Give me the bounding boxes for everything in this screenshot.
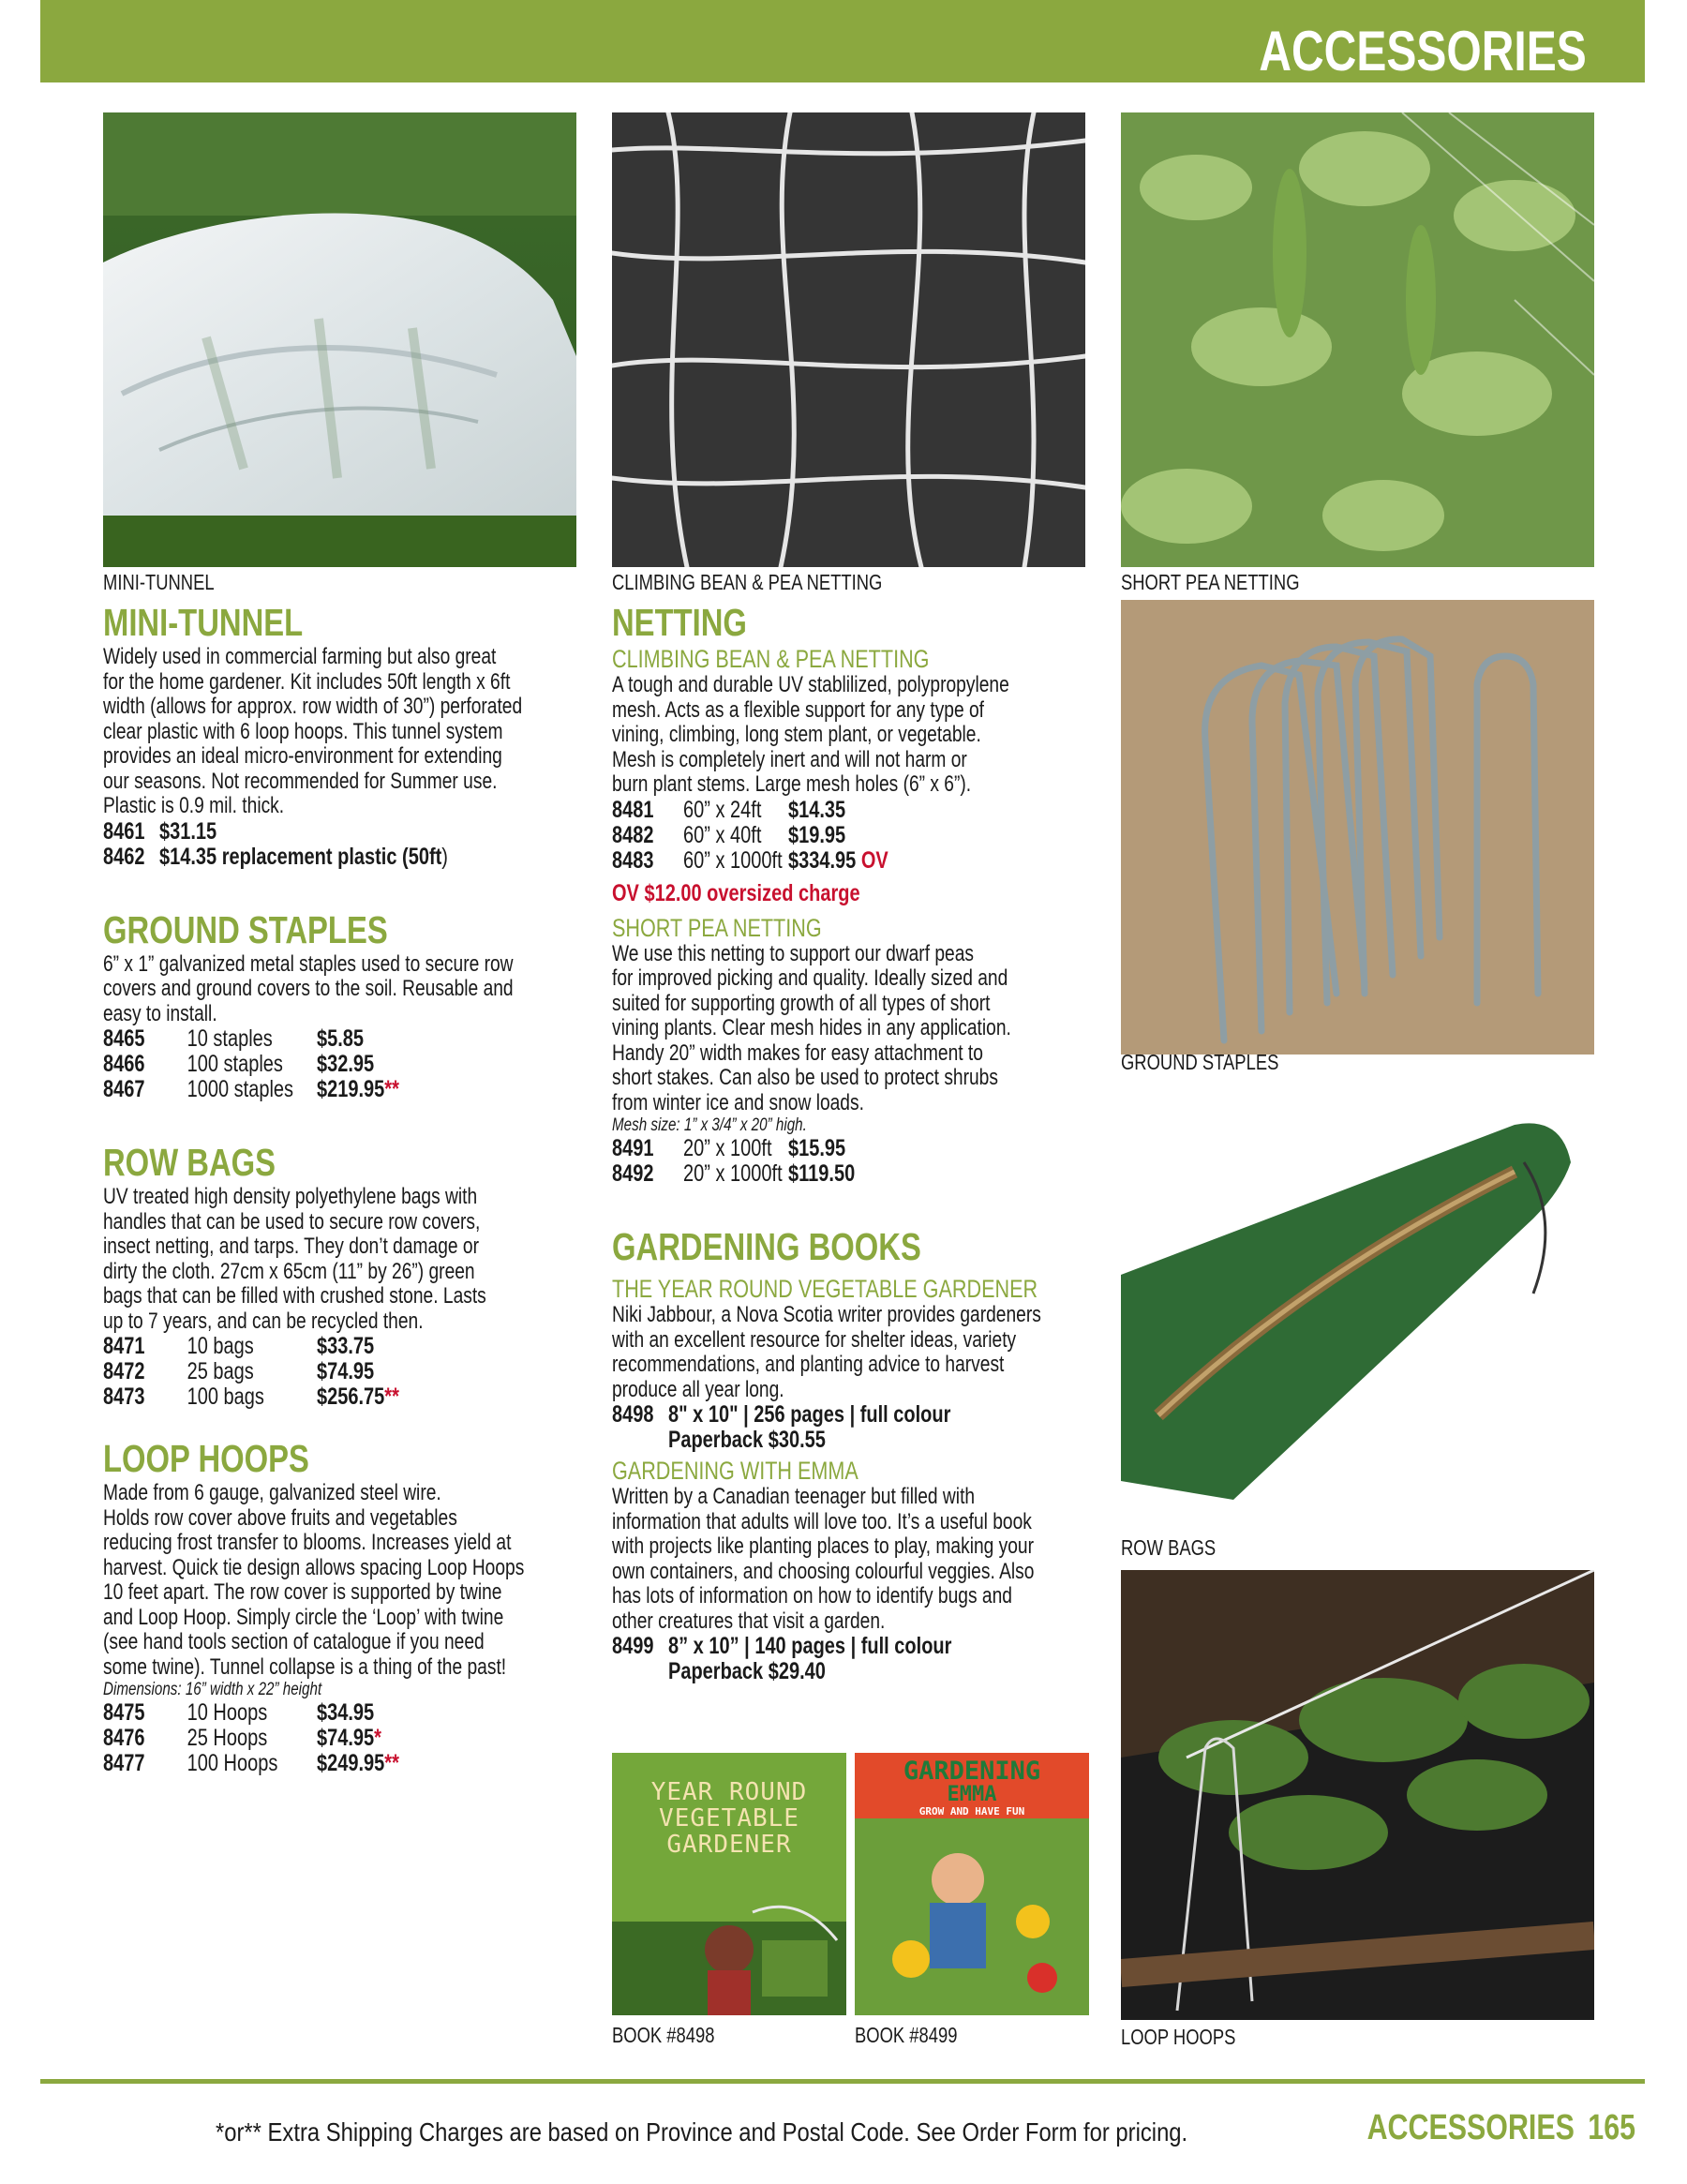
price-value: $249.95 bbox=[317, 1750, 385, 1776]
footer-section-name: ACCESSORIES bbox=[1366, 2108, 1575, 2147]
book-cover-8498 bbox=[612, 1753, 846, 2015]
page-number: 165 bbox=[1588, 2108, 1635, 2147]
price: Paperback $30.55 bbox=[668, 1427, 826, 1453]
sku: 8465 bbox=[103, 1025, 145, 1052]
caption-climbing-netting: CLIMBING BEAN & PEA NETTING bbox=[612, 570, 883, 594]
book-cover-8499 bbox=[855, 1753, 1089, 2015]
sku: 8492 bbox=[612, 1160, 654, 1187]
desc-line: vining, climbing, long stem plant, or vegetable. bbox=[612, 722, 981, 747]
desc-line: (see hand tools section of catalogue if you need bbox=[103, 1629, 485, 1654]
desc-line: for the home gardener. Kit includes 50ft length x 6ft bbox=[103, 668, 511, 695]
loop-hoops-dimensions: Dimensions: 16” width x 22” height bbox=[103, 1680, 322, 1699]
desc-line: Made from 6 gauge, galvanized steel wire. bbox=[103, 1480, 441, 1505]
desc-line: vining plants. Clear mesh hides in any application. bbox=[612, 1015, 1011, 1040]
desc-line: provides an ideal micro-environment for extending bbox=[103, 743, 502, 769]
desc-line: Mesh is completely inert and will not harm or bbox=[612, 746, 967, 772]
product-row bbox=[612, 848, 1092, 874]
row-bags-section bbox=[103, 1140, 583, 1410]
desc-line: burn plant stems. Large mesh holes (6” x 6”). bbox=[612, 771, 972, 797]
desc-line: Widely used in commercial farming but also great bbox=[103, 644, 497, 669]
sku: 8498 bbox=[612, 1401, 654, 1428]
price bbox=[317, 1751, 399, 1776]
product-row bbox=[103, 1052, 583, 1077]
desc-line: short stakes. Can also be used to protect shrubs bbox=[612, 1065, 998, 1090]
desc-line: some twine). Tunnel collapse is a thing of the past! bbox=[103, 1653, 507, 1680]
ground-staples-section bbox=[103, 907, 583, 1103]
book-spec: 8” x 10” | 140 pages | full colour bbox=[668, 1633, 952, 1659]
loop-hoops-desc bbox=[103, 1481, 583, 1680]
row-bags-desc bbox=[103, 1185, 583, 1334]
price: $34.95 bbox=[317, 1699, 375, 1726]
sku: 8499 bbox=[612, 1633, 654, 1659]
product-row bbox=[103, 1026, 583, 1052]
desc-line: other creatures that visit a garden. bbox=[612, 1608, 886, 1634]
desc-line: easy to install. bbox=[103, 1000, 217, 1026]
mini-tunnel-desc bbox=[103, 645, 583, 819]
desc-line: our seasons. Not recommended for Summer use. bbox=[103, 768, 498, 794]
price: $119.50 bbox=[788, 1160, 856, 1187]
caption-short-pea-netting: SHORT PEA NETTING bbox=[1121, 570, 1300, 594]
book-spec: 8" x 10" | 256 pages | full colour bbox=[668, 1401, 951, 1428]
mini-tunnel-title: MINI-TUNNEL bbox=[103, 601, 304, 644]
short-pea-netting-photo bbox=[1121, 112, 1594, 567]
sku: 8471 bbox=[103, 1333, 145, 1359]
product-row bbox=[612, 1634, 1092, 1659]
loop-hoops-title: LOOP HOOPS bbox=[103, 1437, 309, 1480]
price: $5.85 bbox=[317, 1025, 365, 1052]
desc-line: for improved picking and quality. Ideally sized and bbox=[612, 965, 1008, 991]
qty: 10 bags bbox=[187, 1333, 254, 1359]
desc-line: bags that can be filled with crushed stone. Lasts bbox=[103, 1283, 486, 1309]
desc-line: A tough and durable UV stablilized, polypropylene bbox=[612, 672, 1009, 697]
price: $33.75 bbox=[317, 1333, 375, 1359]
product-row bbox=[103, 1384, 583, 1410]
desc-line: clear plastic with 6 loop hoops. This tunnel system bbox=[103, 718, 503, 744]
row-bags-photo bbox=[1121, 1106, 1594, 1518]
desc-line: information that adults will love too. It’s a useful book bbox=[612, 1508, 1032, 1534]
price-value: $256.75 bbox=[317, 1384, 385, 1410]
desc-line: and Loop Hoop. Simply circle the ‘Loop’ with twine bbox=[103, 1604, 504, 1630]
desc-line: recommendations, and planting advice to harvest bbox=[612, 1352, 1005, 1377]
product-row bbox=[612, 1402, 1092, 1428]
sku: 8462 bbox=[103, 843, 145, 870]
sku: 8475 bbox=[103, 1699, 145, 1726]
shipping-footnote: *or** Extra Shipping Charges are based on Province and Postal Code. See Order Form for pricing. bbox=[216, 2117, 1188, 2147]
book2-subtitle: GARDENING WITH EMMA bbox=[612, 1457, 858, 1485]
desc-line: 10 feet apart. The row cover is supported by twine bbox=[103, 1579, 502, 1605]
qty: 25 bags bbox=[187, 1358, 254, 1384]
short-pea-subtitle: SHORT PEA NETTING bbox=[612, 913, 822, 942]
price: $14.35 bbox=[788, 796, 846, 823]
mini-tunnel-section bbox=[103, 600, 583, 870]
price-value: $219.95 bbox=[317, 1076, 385, 1102]
qty: 1000 staples bbox=[187, 1076, 294, 1102]
qty: 10 staples bbox=[187, 1025, 273, 1052]
loop-hoops-photo bbox=[1121, 1570, 1594, 2020]
qty: 100 staples bbox=[187, 1051, 283, 1077]
netting-title: NETTING bbox=[612, 601, 747, 644]
desc-line: covers and ground covers to the soil. Reusable and bbox=[103, 976, 514, 1001]
desc-line: Niki Jabbour, a Nova Scotia writer provides gardeners bbox=[612, 1302, 1041, 1327]
product-row bbox=[103, 1726, 583, 1751]
price-value: $334.95 bbox=[788, 846, 857, 874]
price: $31.15 bbox=[159, 817, 217, 845]
caption-loop-hoops: LOOP HOOPS bbox=[1121, 2025, 1236, 2049]
cover-subtitle: GROW AND HAVE FUN bbox=[918, 1805, 1025, 1818]
sku: 8466 bbox=[103, 1051, 145, 1077]
desc-line: Handy 20” width makes for easy attachment to bbox=[612, 1040, 983, 1066]
netting-section bbox=[612, 600, 1092, 1187]
desc-line: with projects like planting places to play, making your bbox=[612, 1533, 1034, 1559]
shipping-mark: ** bbox=[384, 1384, 399, 1410]
price-tail: ) bbox=[441, 843, 448, 870]
desc-line: produce all year long. bbox=[612, 1376, 784, 1402]
price bbox=[317, 1726, 381, 1751]
price: $15.95 bbox=[788, 1135, 846, 1161]
price bbox=[159, 845, 448, 870]
desc-line: harvest. Quick tie design allows spacing Loop Hoops bbox=[103, 1554, 525, 1580]
cover-title-line: EMMA bbox=[947, 1783, 997, 1806]
desc-line: dirty the cloth. 27cm x 65cm (11” by 26”) green bbox=[103, 1258, 475, 1284]
sku: 8477 bbox=[103, 1750, 145, 1776]
qty: 25 Hoops bbox=[187, 1725, 268, 1751]
sku: 8473 bbox=[103, 1384, 145, 1410]
sku: 8491 bbox=[612, 1135, 654, 1161]
price: $19.95 bbox=[788, 821, 846, 848]
desc-line: with an excellent resource for shelter ideas, variety bbox=[612, 1326, 1017, 1353]
price bbox=[317, 1077, 399, 1102]
mesh-size: Mesh size: 1” x 3/4” x 20” high. bbox=[612, 1115, 807, 1135]
caption-ground-staples: GROUND STAPLES bbox=[1121, 1050, 1279, 1074]
books-section bbox=[612, 1224, 1092, 1684]
cover-title-line: GARDENER bbox=[666, 1831, 792, 1859]
caption-book-8498: BOOK #8498 bbox=[612, 2023, 715, 2047]
shipping-mark: ** bbox=[384, 1750, 399, 1776]
desc-line: UV treated high density polyethylene bags with bbox=[103, 1184, 478, 1209]
product-row bbox=[103, 1359, 583, 1384]
sku: 8461 bbox=[103, 817, 145, 845]
ground-staples-title: GROUND STAPLES bbox=[103, 907, 388, 951]
shipping-mark: * bbox=[374, 1725, 381, 1751]
desc-line: Holds row cover above fruits and vegetables bbox=[103, 1504, 457, 1531]
qty: 60” x 1000ft bbox=[683, 846, 783, 874]
desc-line: suited for supporting growth of all types of short bbox=[612, 990, 991, 1016]
sku: 8483 bbox=[612, 846, 654, 874]
desc-line: handles that can be used to secure row covers, bbox=[103, 1208, 481, 1234]
cover-title-line: VEGETABLE bbox=[659, 1804, 799, 1832]
sku: 8481 bbox=[612, 796, 654, 823]
desc-line: from winter ice and snow loads. bbox=[612, 1089, 864, 1115]
caption-row-bags: ROW BAGS bbox=[1121, 1535, 1217, 1560]
cover-title-line: GARDENING bbox=[903, 1757, 1041, 1786]
climbing-netting-subtitle: CLIMBING BEAN & PEA NETTING bbox=[612, 645, 930, 673]
price bbox=[317, 1384, 399, 1410]
caption-book-8499: BOOK #8499 bbox=[855, 2023, 958, 2047]
desc-line: We use this netting to support our dwarf peas bbox=[612, 940, 974, 966]
desc-line: width (allows for approx. row width of 30”) perforated bbox=[103, 694, 523, 719]
book1-desc bbox=[612, 1303, 1092, 1402]
desc-line: 6” x 1” galvanized metal staples used to secure row bbox=[103, 950, 514, 977]
price bbox=[788, 848, 888, 874]
ground-staples-desc bbox=[103, 952, 583, 1027]
qty: 20” x 1000ft bbox=[683, 1160, 783, 1187]
footer-section bbox=[1367, 2109, 1635, 2147]
desc-line: own containers, and choosing colourful veggies. Also bbox=[612, 1558, 1035, 1584]
middle-column bbox=[612, 600, 1092, 1684]
left-column bbox=[103, 600, 583, 1776]
sku: 8472 bbox=[103, 1358, 145, 1384]
price: $32.95 bbox=[317, 1051, 375, 1077]
product-row bbox=[103, 819, 583, 845]
ground-staples-photo bbox=[1121, 600, 1594, 1055]
desc-line: Written by a Canadian teenager but filled with bbox=[612, 1484, 976, 1509]
climbing-netting-desc bbox=[612, 673, 1092, 798]
price: Paperback $29.40 bbox=[668, 1658, 826, 1684]
footer-divider bbox=[40, 2079, 1645, 2084]
price-text: $14.35 replacement plastic (50ft bbox=[159, 843, 442, 870]
desc-line: Plastic is 0.9 mil. thick. bbox=[103, 793, 285, 818]
climbing-netting-photo bbox=[612, 112, 1085, 567]
section-title: ACCESSORIES bbox=[1259, 20, 1587, 82]
short-pea-desc bbox=[612, 942, 1092, 1116]
shipping-mark: ** bbox=[384, 1076, 399, 1102]
oversize-mark: OV bbox=[860, 846, 888, 874]
product-row bbox=[612, 1161, 1092, 1187]
qty: 60” x 24ft bbox=[683, 796, 762, 823]
cover-title-line: YEAR ROUND bbox=[650, 1778, 808, 1806]
row-bags-title: ROW BAGS bbox=[103, 1141, 276, 1184]
product-row bbox=[103, 1751, 583, 1776]
price: $74.95 bbox=[317, 1358, 375, 1384]
product-row bbox=[103, 1334, 583, 1359]
product-row bbox=[612, 1136, 1092, 1161]
qty: 100 Hoops bbox=[187, 1750, 278, 1776]
books-title: GARDENING BOOKS bbox=[612, 1225, 921, 1268]
qty: 20” x 100ft bbox=[683, 1135, 772, 1161]
product-row bbox=[103, 1077, 583, 1102]
product-row bbox=[612, 1659, 1092, 1684]
oversize-charge: OV $12.00 oversized charge bbox=[612, 879, 860, 906]
mini-tunnel-photo bbox=[103, 112, 576, 567]
desc-line: mesh. Acts as a flexible support for any type of bbox=[612, 696, 985, 723]
qty: 10 Hoops bbox=[187, 1699, 268, 1726]
book1-subtitle: THE YEAR ROUND VEGETABLE GARDENER bbox=[612, 1275, 1038, 1303]
desc-line: up to 7 years, and can be recycled then. bbox=[103, 1308, 424, 1334]
sku: 8476 bbox=[103, 1725, 145, 1751]
sku: 8482 bbox=[612, 821, 654, 848]
product-row bbox=[103, 845, 583, 870]
loop-hoops-section bbox=[103, 1436, 583, 1776]
desc-line: insect netting, and tarps. They don’t damage or bbox=[103, 1234, 479, 1259]
desc-line: reducing frost transfer to blooms. Increases yield at bbox=[103, 1530, 512, 1555]
product-row bbox=[612, 798, 1092, 823]
header-bar bbox=[40, 0, 1645, 82]
caption-mini-tunnel: MINI-TUNNEL bbox=[103, 570, 215, 594]
book2-desc bbox=[612, 1485, 1092, 1634]
qty: 100 bags bbox=[187, 1384, 264, 1410]
qty: 60” x 40ft bbox=[683, 821, 762, 848]
product-row bbox=[612, 823, 1092, 848]
sku: 8467 bbox=[103, 1076, 145, 1102]
product-row bbox=[612, 1428, 1092, 1453]
desc-line: has lots of information on how to identify bugs and bbox=[612, 1583, 1012, 1608]
product-row bbox=[103, 1700, 583, 1726]
price-value: $74.95 bbox=[317, 1725, 375, 1751]
